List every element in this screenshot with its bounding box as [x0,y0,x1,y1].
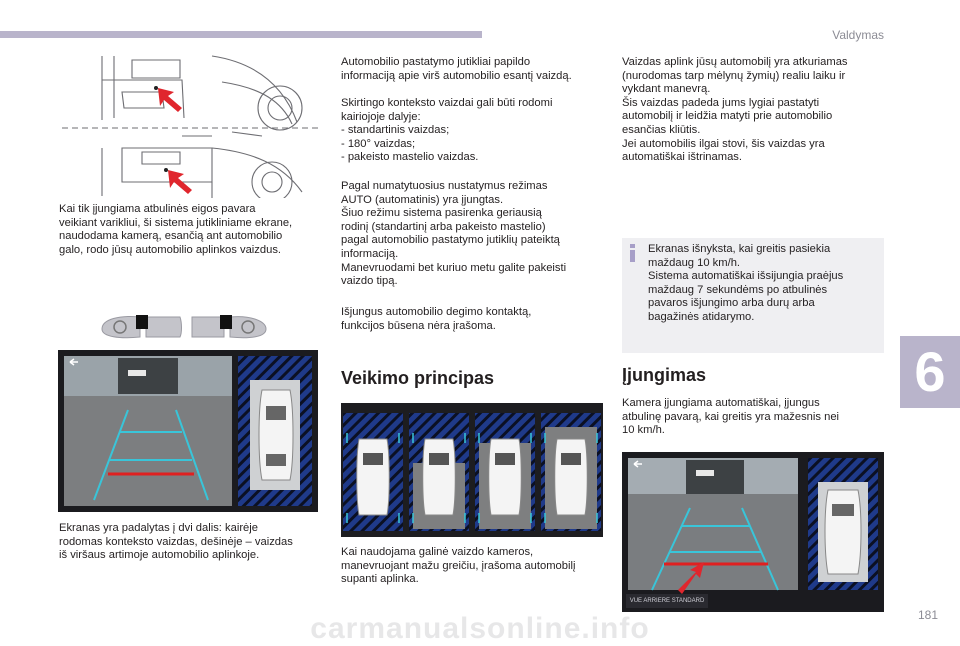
section-title: Valdymas [832,28,884,42]
col1-paragraph-2: Ekranas yra padalytas į dvi dalis: kairėje rodomas konteksto vaizdas, dešinėje – vaizdas iš viršaus artimoje automobilio aplinkoje. [59,522,293,562]
page-number: 181 [917,608,938,622]
col2-paragraph-2: Skirtingo konteksto vaizdai gali būti rodomi kairiojoje dalyje: - standartinis vaizdas; - 180° vaizdas; - pakeisto mastelio vaizdas. [341,97,553,164]
watermark: carmanualsonline.info [310,612,650,645]
info-text: Ekranas išnyksta, kai greitis pasiekia maždaug 10 km/h. Sistema automatiškai išsijungia praėjus maždaug 7 sekundėms po atbulinės pavaros išjungimo arba durų arba bagažinės atidarymo. [648,243,844,323]
info-box [622,238,884,353]
rear-view-image [622,452,884,612]
gear-selector-icons [100,313,268,343]
col3-paragraph-2: Kamera įjungiama automatiškai, įjungus atbulinę pavarą, kai greitis yra mažesnis nei 10 km/h. [622,397,840,437]
col2-paragraph-4: Išjungus automobilio degimo kontaktą, funkcijos būsena nėra įrašoma. [341,306,532,332]
heading-activation: Įjungimas [622,365,707,385]
operation-sequence-image [341,403,603,537]
col2-paragraph-1: Automobilio pastatymo jutikliai papildo informaciją apie virš automobilio esantį vaizdą. [341,56,572,82]
col3-paragraph-1: Vaizdas aplink jūsų automobilį yra atkuriamas (nurodomas tarp mėlynų žymių) realiu laiku ir vykdant manevrą. Šis vaizdas padeda jums lygiai pastatyti automobilį ir leidžia matyti prie automobilio esančias kliūtis. Jei automobilis ilgai stovi, šis vaizdas yra automatiškai ištrinamas. [622,56,848,164]
chapter-tab: 6 [900,336,960,408]
heading-operating-principle: Veikimo principas [341,368,495,388]
col2-paragraph-3: Pagal numatytuosius nustatymus režimas AUTO (automatinis) yra įjungtas. Šiuo režimu sistema pasirenka geriausią rodinį (standartinį arba pakeisto mastelio) pagal automobilio pastatymo jutiklių pateiktą informaciją. Manevruodami bet kuriuo metu galite pakeisti vaizdo tipą. [341,180,567,288]
col1-paragraph-1: Kai tik įjungiama atbulinės eigos pavara veikiant varikliui, ši sistema jutikliniame ekrane, naudodama kamerą, esančią ant automobilio galo, rodo jūsų automobilio aplinkos vaizdus. [59,203,293,256]
col2-paragraph-5: Kai naudojama galinė vaizdo kameros, manevruojant mažu greičiu, įrašoma automobilį supanti aplinka. [341,546,576,586]
standard-rear-view-screen [622,452,884,612]
gear-marker [136,315,148,329]
info-icon [630,244,635,262]
split-camera-screen [58,350,318,512]
gear-marker [220,315,232,329]
rear-camera-illustration [62,52,318,198]
view-mode-button[interactable]: VUE ARRIERE STANDARD [626,594,708,608]
header-bar [0,31,482,38]
